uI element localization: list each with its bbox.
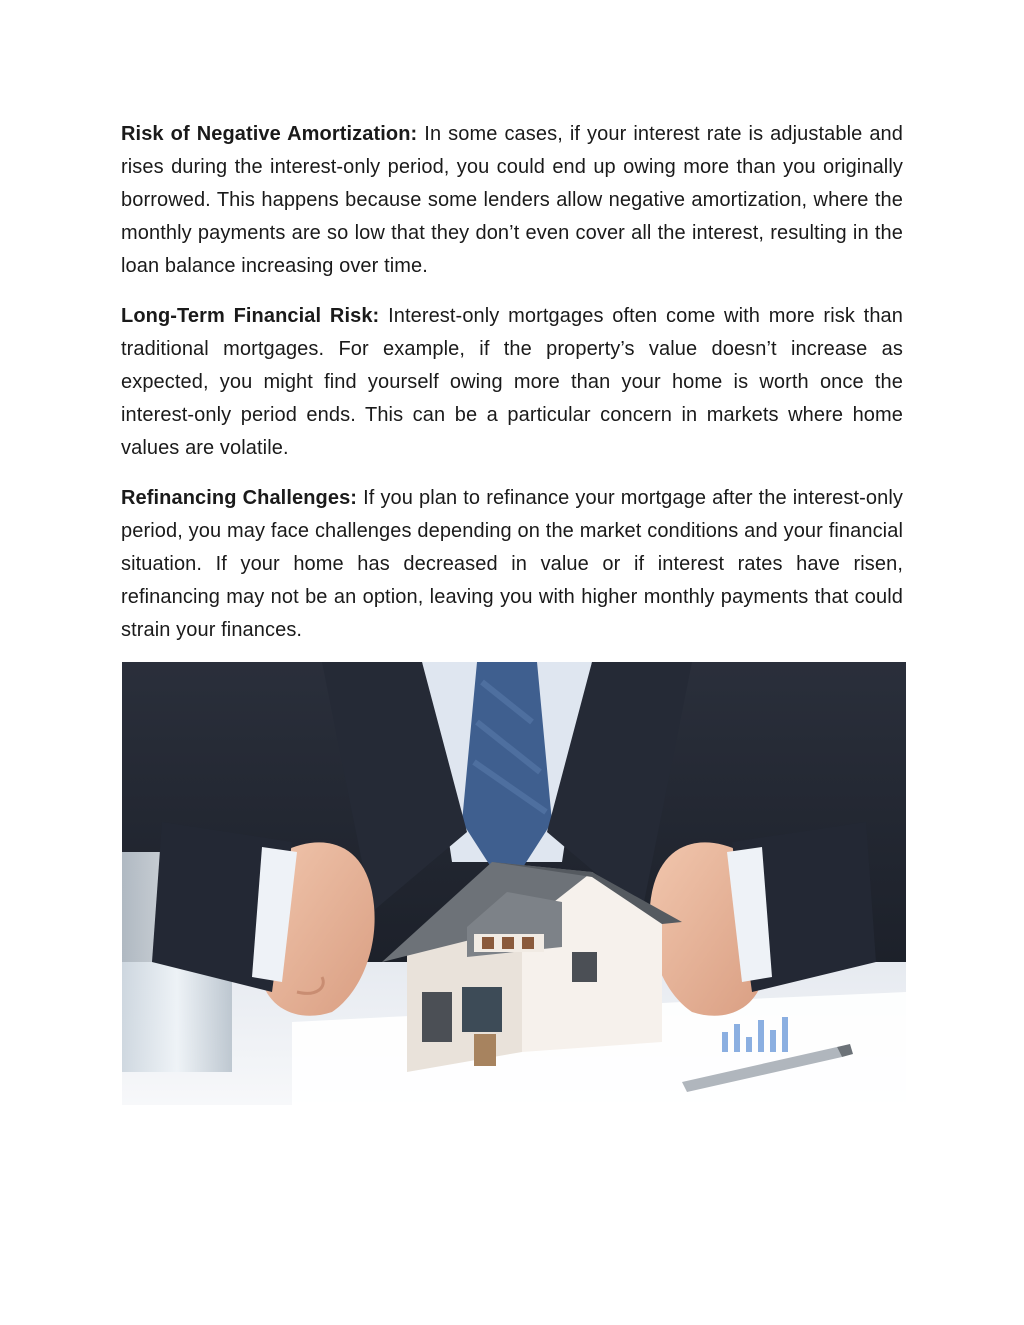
house-hands-photo	[122, 662, 906, 1105]
paragraph-heading: Long-Term Financial Risk:	[121, 305, 380, 327]
paragraph-text: Interest-only mortgages often come with more risk than traditional mortgages. For example, if the property’s value doesn’t increase as expected, you might find yourself owing more than your home is worth once the interest-only period ends. This can be a particular concern in markets where home values are volatile.	[121, 305, 903, 459]
paragraph-text: In some cases, if your interest rate is adjustable and rises during the interest-only period, you could end up owing more than you originally borrowed. This happens because some lenders allow negative amortization, where the monthly payments are so low that they don’t even cover all the interest, resulting in the loan balance increasing over time.	[121, 123, 904, 277]
paragraph-heading: Risk of Negative Amortization:	[121, 123, 418, 145]
paragraph-refinancing	[121, 482, 903, 647]
paragraph-negative-amortization	[121, 118, 903, 283]
document-body	[121, 118, 903, 664]
paragraph-long-term-risk	[121, 300, 903, 465]
paragraph-text: If you plan to refinance your mortgage after the interest-only period, you may face challenges depending on the market conditions and your financial situation. If your home has decreased in value or if interest rates have risen, refinancing may not be an option, leaving you with higher monthly payments that could strain your finances.	[121, 487, 904, 641]
house-protected-by-hands-icon	[122, 662, 906, 1105]
paragraph-heading: Refinancing Challenges:	[121, 487, 358, 509]
